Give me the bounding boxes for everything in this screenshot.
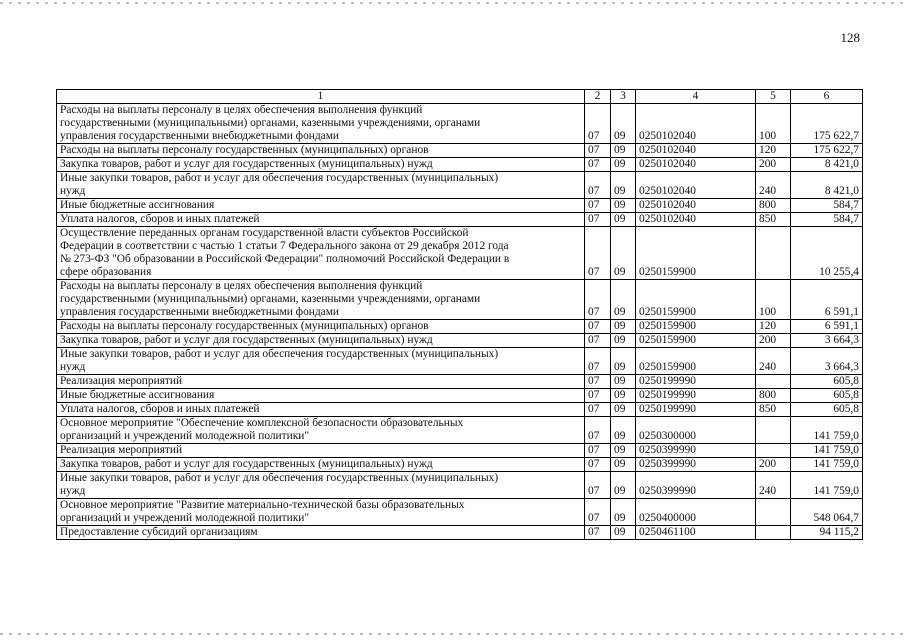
amount-value: 584,7 — [791, 213, 863, 227]
row-description: Уплата налогов, сборов и иных платежей — [57, 213, 585, 227]
table-row — [57, 227, 863, 280]
expense-type-code: 800 — [756, 199, 791, 213]
row-description: Уплата налогов, сборов и иных платежей — [57, 403, 585, 417]
table-row — [57, 417, 863, 444]
section-code: 07 — [585, 417, 611, 444]
subsection-code: 09 — [611, 472, 636, 499]
table-row — [57, 158, 863, 172]
expense-type-code: 100 — [756, 280, 791, 320]
table-row — [57, 172, 863, 199]
row-description: Расходы на выплаты персоналу государственных (муниципальных) органов — [57, 144, 585, 158]
page-number: 128 — [840, 30, 860, 45]
expense-type-code: 120 — [756, 144, 791, 158]
amount-value: 6 591,1 — [791, 320, 863, 334]
target-article-code: 0250102040 — [636, 213, 756, 227]
expense-type-code — [756, 227, 791, 280]
target-article-code: 0250159900 — [636, 334, 756, 348]
amount-value: 605,8 — [791, 375, 863, 389]
expense-type-code: 100 — [756, 104, 791, 144]
target-article-code: 0250399990 — [636, 458, 756, 472]
subsection-code: 09 — [611, 172, 636, 199]
column-header: 4 — [636, 90, 756, 104]
subsection-code: 09 — [611, 158, 636, 172]
amount-value: 141 759,0 — [791, 472, 863, 499]
subsection-code: 09 — [611, 389, 636, 403]
row-description: Основное мероприятие "Обеспечение комплексной безопасности образовательных организаций и учреждений молодежной политики" — [57, 417, 585, 444]
expense-type-code: 800 — [756, 389, 791, 403]
section-code: 07 — [585, 472, 611, 499]
column-header: 6 — [791, 90, 863, 104]
column-header: 5 — [756, 90, 791, 104]
row-description: Закупка товаров, работ и услуг для государственных (муниципальных) нужд — [57, 458, 585, 472]
target-article-code: 0250159900 — [636, 227, 756, 280]
table-row — [57, 213, 863, 227]
expense-type-code: 200 — [756, 458, 791, 472]
amount-value: 605,8 — [791, 389, 863, 403]
subsection-code: 09 — [611, 199, 636, 213]
table-row — [57, 444, 863, 458]
amount-value: 141 759,0 — [791, 417, 863, 444]
target-article-code: 0250199990 — [636, 403, 756, 417]
section-code: 07 — [585, 334, 611, 348]
expense-type-code — [756, 444, 791, 458]
subsection-code: 09 — [611, 526, 636, 540]
amount-value: 94 115,2 — [791, 526, 863, 540]
amount-value: 6 591,1 — [791, 280, 863, 320]
section-code: 07 — [585, 158, 611, 172]
target-article-code: 0250199990 — [636, 389, 756, 403]
expense-type-code: 200 — [756, 334, 791, 348]
section-code: 07 — [585, 172, 611, 199]
amount-value: 10 255,4 — [791, 227, 863, 280]
row-description: Расходы на выплаты персоналу в целях обеспечения выполнения функций государственными (муниципальными) органами, казенными учреждениями, органами управления государственными внебюджетными фондами — [57, 280, 585, 320]
expense-type-code: 850 — [756, 403, 791, 417]
table-row — [57, 280, 863, 320]
table-header-row — [57, 90, 863, 104]
target-article-code: 0250102040 — [636, 199, 756, 213]
subsection-code: 09 — [611, 444, 636, 458]
section-code: 07 — [585, 499, 611, 526]
section-code: 07 — [585, 144, 611, 158]
target-article-code: 0250102040 — [636, 172, 756, 199]
table-row — [57, 472, 863, 499]
section-code: 07 — [585, 444, 611, 458]
subsection-code: 09 — [611, 499, 636, 526]
target-article-code: 0250159900 — [636, 320, 756, 334]
amount-value: 605,8 — [791, 403, 863, 417]
target-article-code: 0250400000 — [636, 499, 756, 526]
amount-value: 548 064,7 — [791, 499, 863, 526]
target-article-code: 0250300000 — [636, 417, 756, 444]
row-description: Расходы на выплаты персоналу в целях обеспечения выполнения функций государственными (муниципальными) органами, казенными учреждениями, органами управления государственными внебюджетными фондами — [57, 104, 585, 144]
column-header: 2 — [585, 90, 611, 104]
section-code: 07 — [585, 227, 611, 280]
amount-value: 3 664,3 — [791, 334, 863, 348]
expense-type-code — [756, 375, 791, 389]
section-code: 07 — [585, 403, 611, 417]
row-description: Иные бюджетные ассигнования — [57, 199, 585, 213]
row-description: Закупка товаров, работ и услуг для государственных (муниципальных) нужд — [57, 334, 585, 348]
section-code: 07 — [585, 458, 611, 472]
subsection-code: 09 — [611, 403, 636, 417]
amount-value: 141 759,0 — [791, 458, 863, 472]
expense-type-code: 120 — [756, 320, 791, 334]
table-row — [57, 320, 863, 334]
subsection-code: 09 — [611, 458, 636, 472]
target-article-code: 0250199990 — [636, 375, 756, 389]
scan-artifact-top — [0, 2, 905, 4]
target-article-code: 0250159900 — [636, 280, 756, 320]
row-description: Реализация мероприятий — [57, 375, 585, 389]
expense-type-code: 240 — [756, 172, 791, 199]
row-description: Иные бюджетные ассигнования — [57, 389, 585, 403]
row-description: Осуществление переданных органам государственной власти субъектов Российской Федерации в соответствии с частью 1 статьи 7 Федерального закона от 29 декабря 2012 года № 273-ФЗ "Об образовании в Российской Федерации" полномочий Российской Федерации в сфере образования — [57, 227, 585, 280]
section-code: 07 — [585, 375, 611, 389]
amount-value: 8 421,0 — [791, 158, 863, 172]
row-description: Реализация мероприятий — [57, 444, 585, 458]
table-row — [57, 499, 863, 526]
expense-type-code: 240 — [756, 472, 791, 499]
row-description: Иные закупки товаров, работ и услуг для обеспечения государственных (муниципальных) нужд — [57, 348, 585, 375]
amount-value: 141 759,0 — [791, 444, 863, 458]
subsection-code: 09 — [611, 144, 636, 158]
expense-type-code — [756, 526, 791, 540]
target-article-code: 0250102040 — [636, 104, 756, 144]
expense-type-code: 240 — [756, 348, 791, 375]
subsection-code: 09 — [611, 280, 636, 320]
subsection-code: 09 — [611, 375, 636, 389]
section-code: 07 — [585, 213, 611, 227]
table-row — [57, 458, 863, 472]
table-row — [57, 144, 863, 158]
scan-artifact-bottom — [0, 633, 905, 635]
amount-value: 175 622,7 — [791, 144, 863, 158]
column-header: 1 — [57, 90, 585, 104]
expense-type-code — [756, 499, 791, 526]
table-row — [57, 348, 863, 375]
row-description: Закупка товаров, работ и услуг для государственных (муниципальных) нужд — [57, 158, 585, 172]
column-header: 3 — [611, 90, 636, 104]
subsection-code: 09 — [611, 320, 636, 334]
row-description: Основное мероприятие "Развитие материально-технической базы образовательных организаций и учреждений молодежной политики" — [57, 499, 585, 526]
section-code: 07 — [585, 526, 611, 540]
target-article-code: 0250102040 — [636, 158, 756, 172]
table-row — [57, 389, 863, 403]
amount-value: 8 421,0 — [791, 172, 863, 199]
section-code: 07 — [585, 320, 611, 334]
table-row — [57, 334, 863, 348]
table-row — [57, 526, 863, 540]
subsection-code: 09 — [611, 334, 636, 348]
table-row — [57, 104, 863, 144]
section-code: 07 — [585, 280, 611, 320]
section-code: 07 — [585, 348, 611, 375]
target-article-code: 0250461100 — [636, 526, 756, 540]
section-code: 07 — [585, 389, 611, 403]
expense-type-code: 200 — [756, 158, 791, 172]
budget-table — [56, 89, 863, 540]
table-row — [57, 375, 863, 389]
table-row — [57, 199, 863, 213]
section-code: 07 — [585, 104, 611, 144]
target-article-code: 0250159900 — [636, 348, 756, 375]
expense-type-code — [756, 417, 791, 444]
target-article-code: 0250399990 — [636, 444, 756, 458]
row-description: Иные закупки товаров, работ и услуг для обеспечения государственных (муниципальных) нужд — [57, 472, 585, 499]
target-article-code: 0250102040 — [636, 144, 756, 158]
amount-value: 175 622,7 — [791, 104, 863, 144]
row-description: Иные закупки товаров, работ и услуг для обеспечения государственных (муниципальных) нужд — [57, 172, 585, 199]
expense-type-code: 850 — [756, 213, 791, 227]
section-code: 07 — [585, 199, 611, 213]
row-description: Предоставление субсидий организациям — [57, 526, 585, 540]
target-article-code: 0250399990 — [636, 472, 756, 499]
subsection-code: 09 — [611, 213, 636, 227]
subsection-code: 09 — [611, 104, 636, 144]
subsection-code: 09 — [611, 417, 636, 444]
subsection-code: 09 — [611, 227, 636, 280]
subsection-code: 09 — [611, 348, 636, 375]
amount-value: 584,7 — [791, 199, 863, 213]
table-row — [57, 403, 863, 417]
row-description: Расходы на выплаты персоналу государственных (муниципальных) органов — [57, 320, 585, 334]
amount-value: 3 664,3 — [791, 348, 863, 375]
